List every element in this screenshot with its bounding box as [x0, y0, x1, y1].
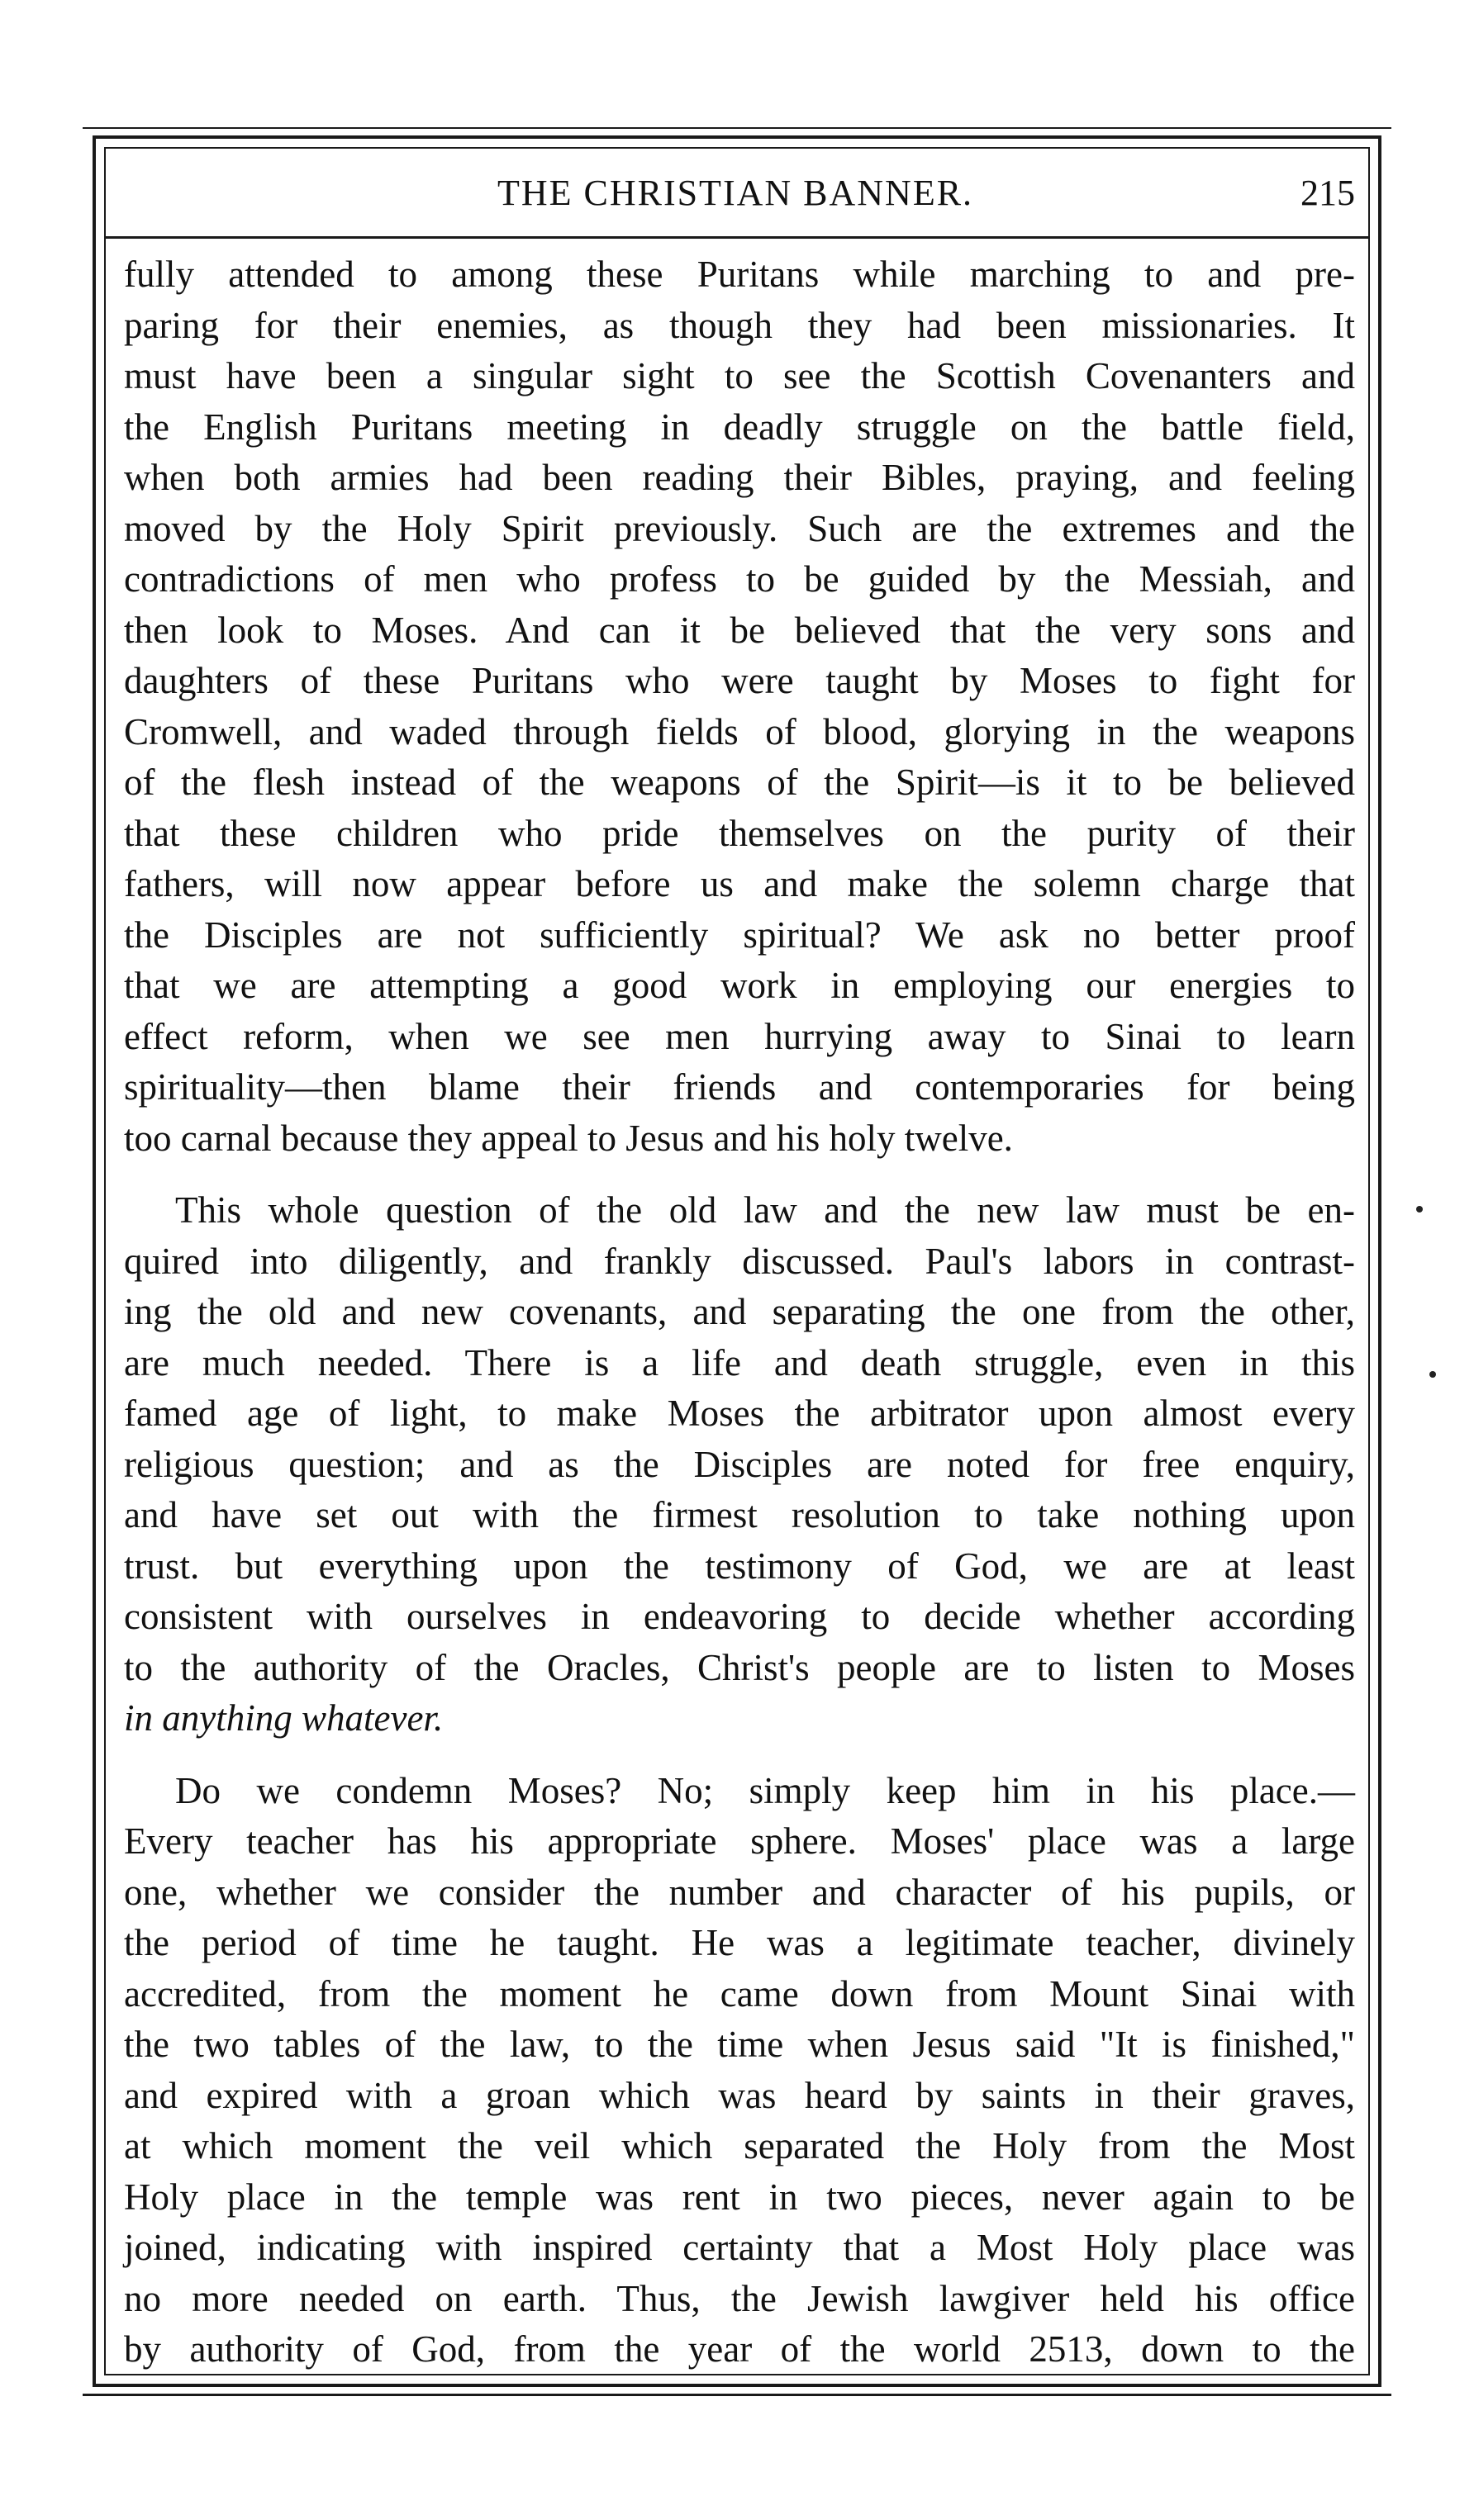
text-line: contradictions of men who profess to be guided by the Messiah, and — [124, 558, 1355, 600]
text-line: quired into diligently, and frankly discussed. Paul's labors in contrast- — [124, 1240, 1355, 1282]
text-line: spirituality—then blame their friends and contemporaries for being — [124, 1066, 1355, 1108]
paragraph-3 — [124, 1766, 1355, 2375]
text-line: no more needed on earth. Thus, the Jewish lawgiver held his office — [124, 2277, 1355, 2319]
text-line: of the flesh instead of the weapons of the Spirit—is it to be believed — [124, 762, 1355, 803]
text-line: trust. but everything upon the testimony of God, we are at least — [124, 1545, 1355, 1587]
text-line: must have been a singular sight to see the Scottish Covenanters and — [124, 355, 1355, 396]
text-line: daughters of these Puritans who were taught by Moses to fight for — [124, 660, 1355, 701]
paragraph-1 — [124, 249, 1355, 1164]
text-line: fathers, will now appear before us and make the solemn charge that — [124, 863, 1355, 904]
text-line: at which moment the veil which separated the Holy from the Most — [124, 2125, 1355, 2166]
text-line: too carnal because they appeal to Jesus and his holy twelve. — [124, 1117, 1013, 1159]
text-line: joined, indicating with inspired certainty that a Most Holy place was — [124, 2227, 1355, 2268]
text-line: and expired with a groan which was heard by saints in their graves, — [124, 2074, 1355, 2116]
header-rule — [104, 236, 1368, 239]
text-line: the two tables of the law, to the time when Jesus said "It is finished," — [124, 2024, 1355, 2065]
italic-text-line: in anything whatever. — [124, 1697, 444, 1739]
text-line: Every teacher has his appropriate sphere. Moses' place was a large — [124, 1820, 1355, 1862]
text-line: to the authority of the Oracles, Christ's people are to listen to Moses — [124, 1646, 1355, 1688]
text-line: This whole question of the old law and the new law must be en- — [175, 1189, 1355, 1231]
text-line: the period of time he taught. He was a legitimate teacher, divinely — [124, 1922, 1355, 1963]
text-line: then look to Moses. And can it be believed that the very sons and — [124, 609, 1355, 651]
text-line: that these children who pride themselves on the purity of their — [124, 812, 1355, 854]
text-line: consistent with ourselves in endeavoring to decide whether according — [124, 1596, 1355, 1637]
text-line: religious question; and as the Disciples are noted for free enquiry, — [124, 1443, 1355, 1485]
text-line: Cromwell, and waded through fields of blood, glorying in the weapons — [124, 710, 1355, 752]
text-line: the Disciples are not sufficiently spiritual? We ask no better proof — [124, 914, 1355, 956]
margin-speck — [1429, 1371, 1436, 1378]
running-header — [116, 165, 1355, 223]
running-title: THE CHRISTIAN BANNER. — [497, 173, 974, 213]
paragraph-2 — [124, 1185, 1355, 1744]
text-line: when both armies had been reading their Bibles, praying, and feeling — [124, 457, 1355, 498]
text-line: paring for their enemies, as though they had been missionaries. It — [124, 304, 1355, 346]
text-line: ing the old and new covenants, and separating the one from the other, — [124, 1291, 1355, 1332]
text-line: accredited, from the moment he came down from Mount Sinai with — [124, 1972, 1355, 2015]
text-line: Do we condemn Moses? No; simply keep him in his place.— — [175, 1769, 1355, 1811]
text-line: that we are attempting a good work in employing our energies to — [124, 965, 1355, 1006]
text-line: famed age of light, to make Moses the arbitrator upon almost every — [124, 1393, 1355, 1434]
outer-bottom-rule — [83, 2394, 1391, 2396]
text-line: by authority of God, from the year of the world 2513, down to the — [124, 2328, 1355, 2370]
outer-top-rule — [83, 127, 1391, 129]
text-line: Holy place in the temple was rent in two pieces, never again to be — [124, 2176, 1355, 2218]
text-line: fully attended to among these Puritans while marching to and pre- — [124, 254, 1355, 295]
text-line: moved by the Holy Spirit previously. Such are the extremes and the — [124, 507, 1355, 549]
margin-speck — [1416, 1206, 1423, 1213]
text-line: effect reform, when we see men hurrying away to Sinai to learn — [124, 1015, 1355, 1057]
text-line: one, whether we consider the number and character of his pupils, or — [124, 1871, 1355, 1913]
text-line: the English Puritans meeting in deadly struggle on the battle field, — [124, 406, 1355, 448]
text-line: are much needed. There is a life and death struggle, even in this — [124, 1341, 1355, 1383]
text-line: and have set out with the firmest resolution to take nothing upon — [124, 1494, 1355, 1535]
body-text — [124, 249, 1355, 2375]
page-number: 215 — [1300, 173, 1355, 213]
